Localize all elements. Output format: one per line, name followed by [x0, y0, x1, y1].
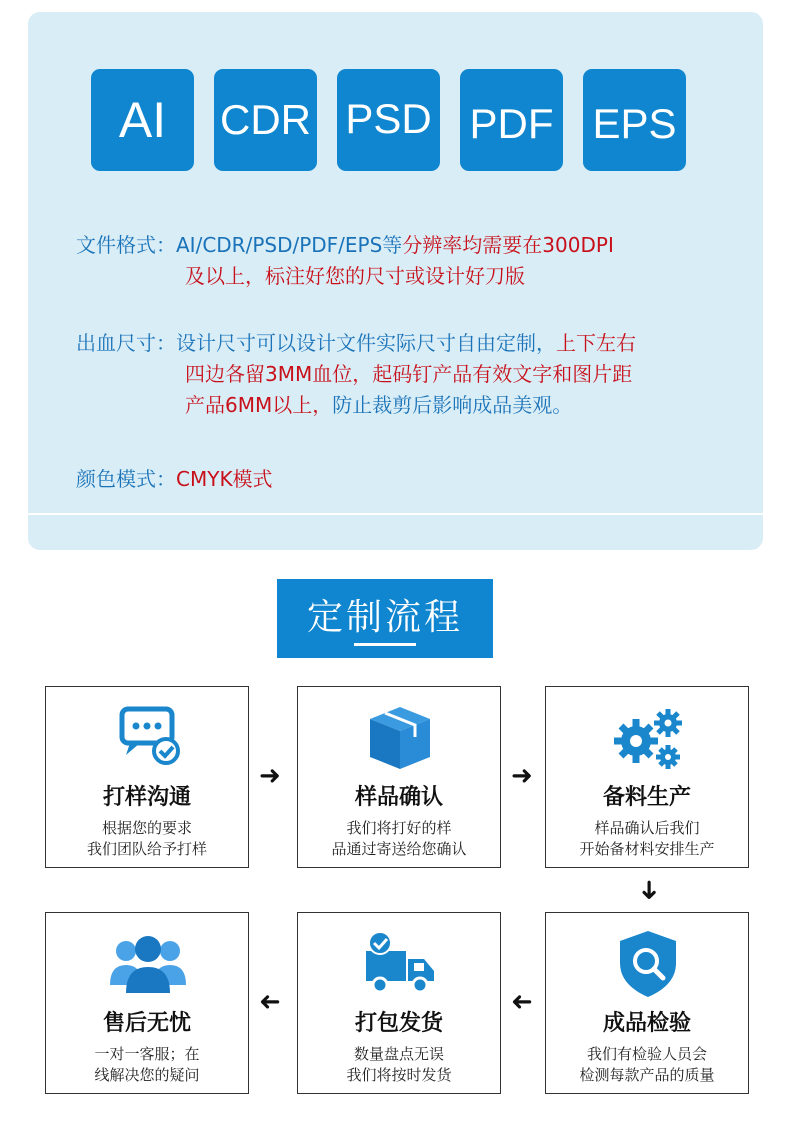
bleed-text-5: 防止裁剪后影响成品美观。	[332, 393, 573, 417]
step-desc-2: 线解决您的疑问	[94, 1066, 200, 1084]
gears-icon	[608, 703, 688, 773]
arrow-left-icon: ➜	[259, 987, 281, 1017]
step-inspection	[545, 912, 749, 1094]
bleed-text-1: 设计尺寸可以设计文件实际尺寸自由定制，	[176, 331, 556, 355]
step-desc-2: 品通过寄送给您确认	[331, 840, 467, 858]
step-after-sales	[45, 912, 249, 1094]
color-mode-value: CMYK模式	[176, 467, 273, 491]
process-title-box	[277, 579, 493, 658]
file-format-types: AI/CDR/PSD/PDF/EPS等	[176, 233, 403, 257]
arrow-right-icon: ➜	[511, 761, 533, 791]
step-name: 成品检验	[602, 1011, 691, 1036]
format-badge-ai: AI	[91, 69, 194, 171]
arrow-right-icon: ➜	[259, 761, 281, 791]
step-name: 打样沟通	[102, 785, 191, 810]
step-sample-confirm	[297, 686, 501, 868]
step-desc-2: 开始备材料安排生产	[579, 840, 715, 858]
process-title: 定制流程	[306, 597, 463, 638]
step-desc-2: 检测每款产品的质量	[579, 1066, 715, 1084]
step-name: 打包发货	[354, 1011, 443, 1036]
arrow-left-icon: ➜	[511, 987, 533, 1017]
step-name: 样品确认	[354, 785, 443, 810]
bleed-text-4: 产品6MM以上，	[185, 393, 333, 417]
step-desc-1: 我们将打好的样	[346, 819, 452, 837]
step-desc-1: 我们有检验人员会	[586, 1045, 707, 1063]
step-desc-2: 我们将按时发货	[346, 1066, 452, 1084]
format-badge-pdf: PDF	[460, 69, 563, 171]
step-production	[545, 686, 749, 868]
bleed-label: 出血尺寸：	[76, 331, 176, 355]
arrow-down-icon: ➜	[633, 879, 664, 901]
step-name: 售后无忧	[102, 1011, 191, 1036]
bleed-text-2: 上下左右	[556, 331, 636, 355]
format-badge-eps: EPS	[583, 69, 686, 171]
step-desc-1: 一对一客服；在	[94, 1045, 200, 1063]
file-format-note: 及以上，标注好您的尺寸或设计好刀版	[185, 264, 525, 288]
step-desc-1: 根据您的要求	[101, 819, 192, 837]
format-badge-psd: PSD	[337, 69, 440, 171]
step-desc-1: 样品确认后我们	[594, 819, 700, 837]
users-icon	[108, 929, 188, 999]
bleed-text-3: 四边各留3MM血位，起码钉产品有效文字和图片距	[185, 362, 633, 386]
file-format-dpi: 分辨率均需要在300DPI	[402, 233, 614, 257]
title-underline	[354, 643, 416, 646]
chat-check-icon	[108, 703, 188, 773]
panel-divider	[28, 513, 763, 515]
color-mode-label: 颜色模式：	[76, 467, 176, 491]
step-desc-2: 我们团队给予打样	[86, 840, 207, 858]
shield-search-icon	[608, 929, 688, 999]
step-desc-1: 数量盘点无误	[353, 1045, 444, 1063]
format-badge-cdr: CDR	[214, 69, 317, 171]
truck-icon	[360, 929, 440, 999]
step-sample-communication	[45, 686, 249, 868]
box-icon	[360, 703, 440, 773]
file-format-label: 文件格式：	[76, 233, 176, 257]
step-shipping	[297, 912, 501, 1094]
step-name: 备料生产	[602, 785, 691, 810]
